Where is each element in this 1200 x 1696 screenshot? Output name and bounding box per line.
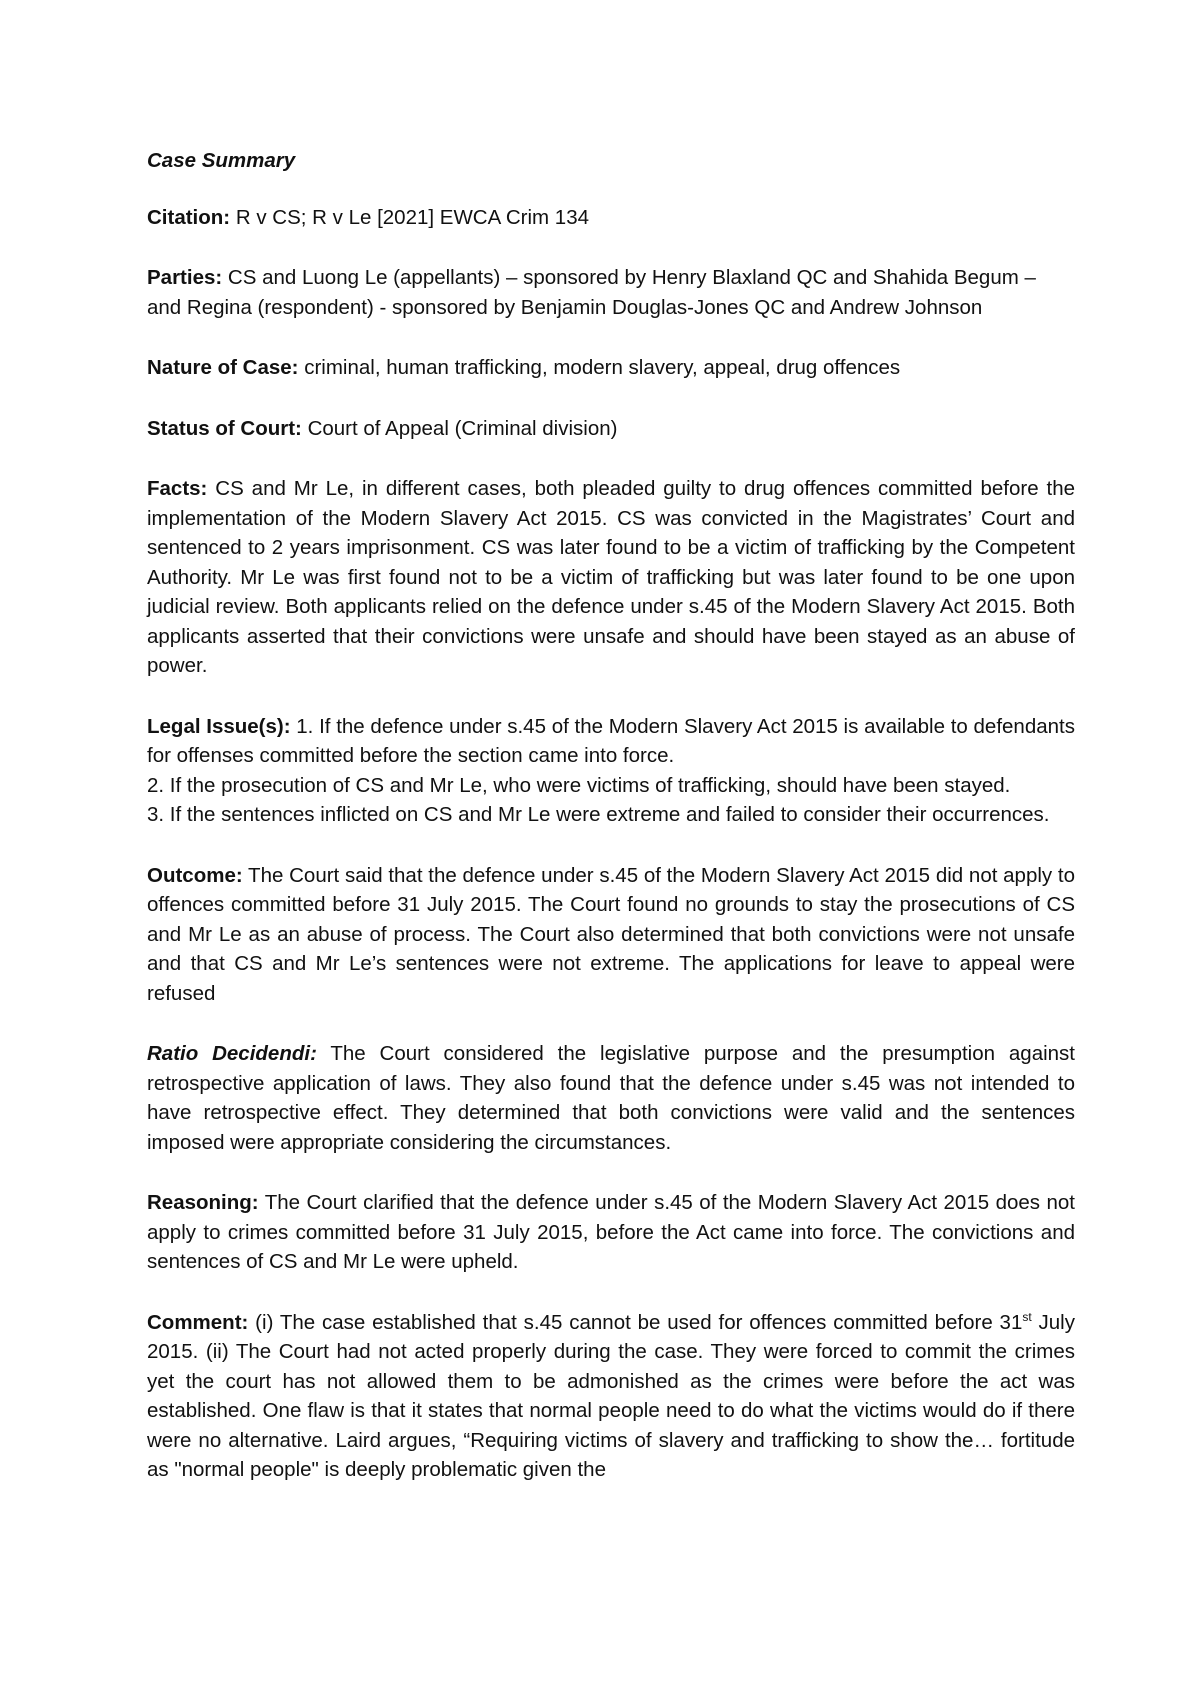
facts-label: Facts: [147,477,208,500]
facts-text: CS and Mr Le, in different cases, both pleaded guilty to drug offences committed before the implementation of the Modern Slavery Act 2015. CS was convicted in the Magistrates’ Court and sentenced to 2 years imprisonment. CS was later found to be a victim of trafficking by the Competent Authority. Mr Le was first found not to be a victim of trafficking but was later found to be one upon judicial review. Both applicants relied on the defence under s.45 of the Modern Slavery Act 2015. Both applicants asserted that their convictions were unsafe and should have been stayed as an abuse of power. [147,477,1075,677]
reasoning-section [147,1188,1075,1277]
status-text: Court of Appeal (Criminal division) [301,416,618,440]
legal-issues-section [147,712,1075,830]
parties-section [147,263,1075,322]
comment-text-1: (i) The case established that s.45 cannot be used for offences committed before 31 [248,1310,1023,1334]
legal-issue-item [147,712,1075,771]
citation-label: Citation: [147,205,231,229]
legal-issue-item: 2. If the prosecution of CS and Mr Le, who were victims of trafficking, should have been stayed. [147,773,1011,797]
ratio-label: Ratio Decidendi: [147,1042,317,1065]
parties-label: Parties: [147,266,223,289]
ordinal-superscript: st [1022,1309,1032,1324]
outcome-text: The Court said that the defence under s.45 of the Modern Slavery Act 2015 did not apply to offences committed before 31 July 2015. The Court found no grounds to stay the prosecutions of CS and Mr Le as an abuse of process. The Court also determined that both convictions were not unsafe and that CS and Mr Le’s sentences were not extreme. The applications for leave to appeal were refused [147,863,1075,1005]
ratio-text: The Court considered the legislative purpose and the presumption against retrospective application of laws. They also found that the defence under s.45 was not intended to have retrospective effect. They determined that both convictions were valid and the sentences imposed were appropriate considering the circumstances. [147,1042,1075,1154]
reasoning-text: The Court clarified that the defence under s.45 of the Modern Slavery Act 2015 does not apply to crimes committed before 31 July 2015, before the Act came into force. The convictions and sentences of CS and Mr Le were upheld. [147,1191,1075,1273]
nature-text: criminal, human trafficking, modern slavery, appeal, drug offences [298,356,901,379]
document-page [147,146,1075,1516]
outcome-section [147,861,1075,1009]
comment-text-2: July 2015. (ii) The Court had not acted properly during the case. They were forced to commit the crimes yet the court has not allowed them to be admonished as the crimes were before the act was established. One flaw is that it states that normal people need to do what the victims would do if there were no alternative. Laird argues, “Requiring victims of slavery and trafficking to show the… fortitude as "normal people" is deeply problematic given the [147,1310,1075,1481]
comment-section [147,1308,1075,1485]
citation-section [147,203,1075,233]
ratio-section [147,1039,1075,1157]
citation-text: R v CS; R v Le [2021] EWCA Crim 134 [230,205,589,229]
legal-issues-label: Legal Issue(s): [147,714,291,738]
document-title: Case Summary [147,149,296,172]
legal-issue-text: 1. If the defence under s.45 of the Modern Slavery Act 2015 is available to defendants for offenses committed before the section came into force. [147,714,1075,767]
status-section [147,414,1075,444]
facts-section [147,474,1075,681]
legal-issue-item: 3. If the sentences inflicted on CS and Mr Le were extreme and failed to consider their occurrences. [147,803,1050,826]
reasoning-label: Reasoning: [147,1191,259,1214]
outcome-label: Outcome: [147,863,243,887]
parties-text: CS and Luong Le (appellants) – sponsored by Henry Blaxland QC and Shahida Begum – and Regina (respondent) - sponsored by Benjamin Douglas-Jones QC and Andrew Johnson [147,266,1036,319]
nature-label: Nature of Case: [147,356,299,379]
nature-section [147,353,1075,383]
comment-label: Comment: [147,1310,249,1334]
status-label: Status of Court: [147,416,302,440]
